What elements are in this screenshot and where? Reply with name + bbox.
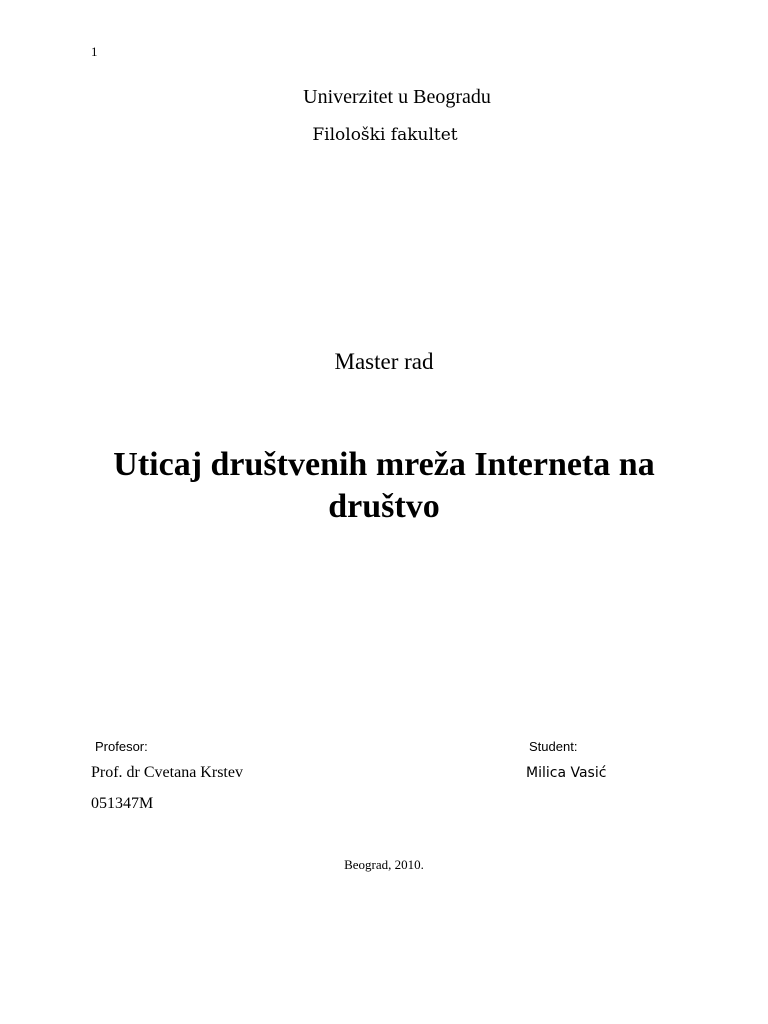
faculty-name: Filološki fakultet — [312, 125, 458, 145]
document-type: Master rad — [334, 349, 434, 374]
university-name: Univerzitet u Beogradu — [303, 86, 491, 108]
student-name: Milica Vasić — [526, 765, 607, 781]
place-and-date: Beograd, 2010. — [344, 857, 424, 872]
page-number: 1 — [91, 44, 98, 59]
student-index-number: 051347M — [91, 795, 154, 812]
student-label: Student: — [529, 739, 578, 754]
thesis-title-line-1: Uticaj društvenih mreža Interneta na — [113, 446, 655, 483]
thesis-title — [0, 444, 768, 528]
thesis-title-line-2: društvo — [328, 488, 440, 525]
professor-label: Profesor: — [95, 739, 148, 754]
professor-name: Prof. dr Cvetana Krstev — [91, 764, 243, 781]
